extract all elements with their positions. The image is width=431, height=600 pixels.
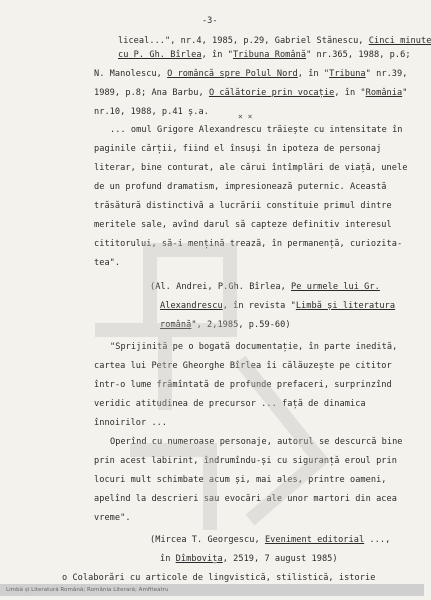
text-line-5: [110, 125, 403, 135]
text-fragment: vreme".: [94, 513, 131, 523]
text-fragment: tea".: [94, 258, 121, 268]
text-fragment: , în ": [201, 50, 233, 60]
text-fragment: locuri mult schimbate acum și, mai ales, printre oameni,: [94, 475, 387, 485]
text-fragment: liceal...", nr.4, 1985, p.29, Gabriel Stănescu,: [118, 36, 369, 46]
text-line-11: [94, 239, 402, 249]
text-fragment: România: [365, 88, 403, 98]
text-fragment: trăsătură distinctivă a lucrării constituie primul dintre: [94, 201, 392, 211]
text-fragment: , 2519, 7 august 1985): [222, 554, 338, 564]
text-fragment: Tribuna: [329, 69, 366, 79]
text-line-16: [110, 342, 397, 352]
text-line-28: [62, 573, 375, 583]
text-fragment: ...,: [364, 535, 391, 545]
text-fragment: " nr.365, 1988, p.6;: [306, 50, 411, 60]
text-fragment: ", 2,1985, p.59-60): [191, 320, 291, 330]
text-fragment: ": [402, 88, 408, 98]
text-line-9: [94, 201, 392, 211]
text-line-0: [118, 36, 431, 46]
text-fragment: Alexandrescu: [160, 301, 223, 311]
text-line-10: [94, 220, 392, 230]
text-fragment: cititorului, să-i mențină trează, în permanență, curiozita-: [94, 239, 403, 249]
text-line-25: [94, 513, 131, 523]
text-line-17: [94, 361, 392, 371]
text-fragment: meritele sale, avînd darul să capteze definitiv interesul: [94, 220, 392, 230]
footer-band: [0, 584, 424, 596]
text-line-27: [160, 554, 338, 564]
footer-text: Limbă și Literatură Română; România Literară; Amfiteatru: [6, 587, 169, 593]
text-fragment: înnoirilor ...: [94, 418, 168, 428]
text-line-15: [160, 320, 291, 330]
text-line-12: [94, 258, 120, 268]
text-fragment: într-o lume frămîntată de profunde prefaceri, surprinzînd: [94, 380, 392, 390]
text-line-22: [94, 456, 397, 466]
text-fragment: , în ": [334, 88, 366, 98]
text-fragment: nr.10, 1988, p.41 ș.a.: [94, 107, 209, 117]
text-line-19: [94, 399, 366, 409]
text-fragment: ... omul Grigore Alexandrescu trăiește cu intensitate în: [110, 125, 403, 135]
text-fragment: Eveniment editorial: [264, 535, 365, 545]
text-fragment: Limbă și literatura: [295, 301, 396, 311]
text-fragment: (Al. Andrei, P.Gh. Bîrlea,: [150, 282, 292, 292]
text-line-1: [118, 50, 411, 60]
text-fragment: Operînd cu numeroase personaje, autorul se descurcă bine: [110, 437, 403, 447]
text-line-13: [150, 282, 380, 292]
text-line-14: [160, 301, 395, 311]
text-fragment: , în ": [297, 69, 330, 79]
text-line-4: [94, 107, 209, 117]
text-fragment: (Mircea T. Georgescu,: [150, 535, 265, 545]
text-fragment: Dîmbovița: [175, 554, 223, 564]
text-line-7: [94, 163, 407, 173]
text-line-26: [150, 535, 390, 545]
text-line-6: [94, 144, 381, 154]
page-number: -3-: [202, 16, 218, 26]
text-line-2: [94, 69, 407, 79]
text-fragment: română: [160, 320, 192, 330]
text-fragment: o Colaborări cu articole de lingvistică, stilistică, istorie: [62, 573, 376, 583]
text-line-20: [94, 418, 167, 428]
text-fragment: de un profund dramatism, impresionează puternic. Această: [94, 182, 387, 192]
text-fragment: literar, bine conturat, ale cărui întîmplări de viață, unele: [94, 163, 408, 173]
text-fragment: , în revista ": [222, 301, 296, 311]
text-fragment: Cinci minute: [368, 36, 431, 46]
text-fragment: N. Manolescu,: [94, 69, 168, 79]
text-fragment: veridic atitudinea de precursor ... față de dinamica: [94, 399, 366, 409]
text-fragment: Pe urmele lui Gr.: [291, 282, 380, 292]
text-fragment: "Sprijinită pe o bogată documentație, în parte inedită,: [110, 342, 398, 352]
text-line-3: [94, 88, 407, 98]
text-fragment: paginile cărții, fiind el însuși în ipoteza de personaj: [94, 144, 382, 154]
text-fragment: Tribuna Română: [232, 50, 307, 60]
text-fragment: cartea lui Petre Gheorghe Bîrlea îi călăuzește pe cititor: [94, 361, 392, 371]
text-line-8: [94, 182, 387, 192]
text-fragment: apelînd la descrieri sau evocări ale unor martori din acea: [94, 494, 397, 504]
text-fragment: cu P. Gh. Bîrlea: [118, 50, 202, 60]
text-line-18: [94, 380, 392, 390]
text-fragment: O călătorie prin vocație: [208, 88, 335, 98]
check-marks: × ×: [238, 112, 253, 121]
text-fragment: " nr.39,: [365, 69, 408, 79]
text-line-24: [94, 494, 397, 504]
text-fragment: prin acest labirint, îndrumîndu-și cu siguranță eroul prin: [94, 456, 397, 466]
text-fragment: O româncă spre Polul Nord: [167, 69, 298, 79]
text-line-23: [94, 475, 387, 485]
text-fragment: 1989, p.8; Ana Barbu,: [94, 88, 209, 98]
text-line-21: [110, 437, 403, 447]
text-fragment: în: [160, 554, 176, 564]
